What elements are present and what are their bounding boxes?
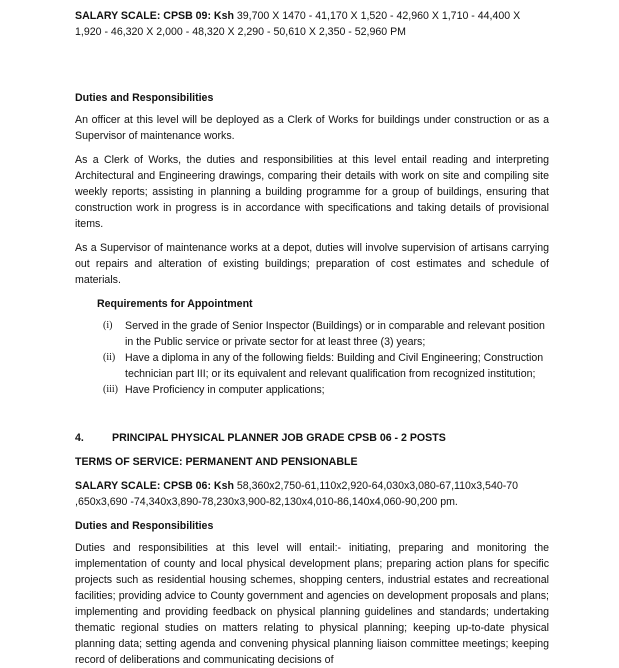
terms-of-service: TERMS OF SERVICE: PERMANENT AND PENSIONABLE xyxy=(75,456,358,468)
salary-scale-cpsb09 xyxy=(75,8,549,40)
requirements-heading: Requirements for Appointment xyxy=(97,298,253,310)
section-number: 4. xyxy=(75,432,84,444)
salary-scale-cpsb09-label: SALARY SCALE: CPSB 09: Ksh xyxy=(75,10,234,22)
salary-scale-cpsb06-text: 58,360x2,750-61,110x2,920-64,030x3,080-67,110x3,540-70 ,650x3,690 -74,340x3,890-78,230x3,900-82,130x4,010-86,140x4,060-90,200 pm. xyxy=(75,480,519,508)
requirement-text: Served in the grade of Senior Inspector (Buildings) or in comparable and relevant position in the Public service or private sector for at least three (3) years; xyxy=(125,320,545,348)
paragraph-planner-duties: Duties and responsibilities at this level will entail:- initiating, preparing and monitoring the implementation of county and local physical development plans; preparing action plans for specific projects such as residential housing schemes, shopping centers, industrial estates and recreational facilities; providing advice to County government and agencies on development proposals and plans; implementing and providing feedback on physical planning guidelines and standards; undertaking thematic regional studies on matters relating to physical planning; keeping up-to-date physical planning data; setting agenda and convening physical planning liaison committee meetings; keeping record of deliberations and communicating decisions of xyxy=(75,542,549,666)
requirement-number: (i) xyxy=(103,320,113,331)
duties-heading-2: Duties and Responsibilities xyxy=(75,520,214,532)
duties-heading-1: Duties and Responsibilities xyxy=(75,92,214,104)
paragraph-clerk-or-supervisor: An officer at this level will be deployed as a Clerk of Works for buildings under construction or as a Supervisor of maintenance works. xyxy=(75,114,549,142)
paragraph-clerk-of-works: As a Clerk of Works, the duties and responsibilities at this level entail reading and interpreting Architectural and Engineering drawings, comparing their details with work on site and compiling site weekly reports; assisting in planning a building programme for a group of buildings, ensuring that construction work in progress is in accordance with specifications and taking details of provisional items. xyxy=(75,154,549,230)
salary-scale-cpsb09-text: 39,700 X 1470 - 41,170 X 1,520 - 42,960 X 1,710 - 44,400 X 1,920 - 46,320 X 2,000 - 48,320 X 2,290 - 50,610 X 2,350 - 52,960 PM xyxy=(75,10,521,38)
requirement-item xyxy=(103,318,549,350)
section-title: PRINCIPAL PHYSICAL PLANNER JOB GRADE CPSB 06 - 2 POSTS xyxy=(112,432,446,444)
salary-scale-cpsb06 xyxy=(75,478,549,510)
requirement-number: (ii) xyxy=(103,352,116,363)
requirements-list xyxy=(103,318,549,398)
requirement-text: Have Proficiency in computer applications; xyxy=(125,384,325,396)
salary-scale-cpsb06-label: SALARY SCALE: CPSB 06: Ksh xyxy=(75,480,234,492)
paragraph-supervisor-maintenance: As a Supervisor of maintenance works at a depot, duties will involve supervision of artisans carrying out repairs and alteration of existing buildings; preparation of cost estimates and schedule of materials. xyxy=(75,242,549,286)
requirement-text: Have a diploma in any of the following fields: Building and Civil Engineering; Construction technician part III; or its equivalent and relevant qualification from recognized institution; xyxy=(125,352,544,380)
requirement-item xyxy=(103,382,549,398)
requirement-number: (iii) xyxy=(103,384,118,395)
requirement-item xyxy=(103,350,549,382)
